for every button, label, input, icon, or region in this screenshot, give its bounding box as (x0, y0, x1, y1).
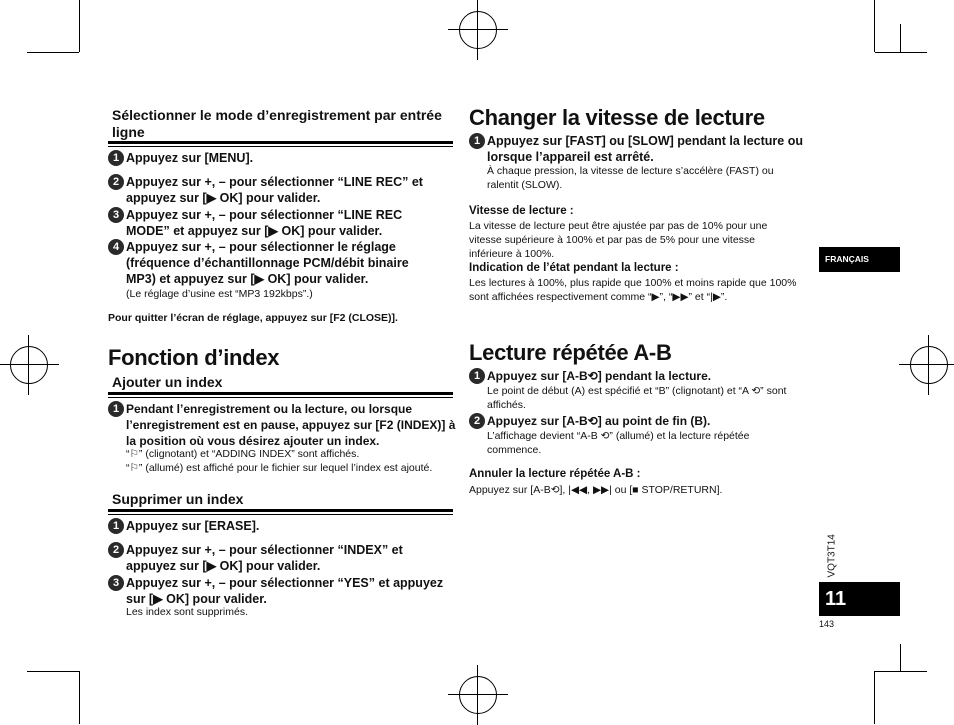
ab-note: L’affichage devient “A-B ⟲” (allumé) et la lecture répétée commence. (487, 430, 750, 456)
section-heading: Sélectionner le mode d’enregistrement par entrée ligne (112, 107, 442, 140)
index-note: “⚐” (allumé) est affiché pour le fichier sur lequel l’index est ajouté. (126, 462, 433, 474)
crop-mark (874, 0, 875, 52)
indication-label: Indication de l’état pendant la lecture : (469, 262, 679, 274)
crop-mark (27, 52, 79, 53)
crop-mark (79, 671, 80, 724)
step-number: 3 (108, 575, 124, 591)
step-text: Appuyez sur +, – pour sélectionner “INDEX” et appuyez sur [▶ OK] pour valider. (126, 543, 403, 573)
step-number: 1 (108, 401, 124, 417)
heading-rule (108, 141, 453, 144)
erase-note: Les index sont supprimés. (126, 606, 248, 618)
chapter-number: 11 (819, 582, 900, 616)
step-number: 1 (108, 518, 124, 534)
crop-mark (79, 0, 80, 52)
doc-code: VQT3T14 (826, 534, 838, 578)
cancel-text: Appuyez sur [A-B⟲], |◀◀, ▶▶| ou [■ STOP/RETURN]. (469, 484, 723, 496)
step-text: Pendant l’enregistrement ou la lecture, ou lorsque l’enregistrement est en pause, appuyez sur [F2 (INDEX)] à la position où vous désirez ajouter un index. (126, 402, 456, 448)
indication-text: Les lectures à 100%, plus rapide que 100% et moins rapide que 100% sont affichées respectivement comme “▶”, “▶▶” et “|▶”. (469, 277, 797, 303)
step-number: 1 (469, 368, 485, 384)
page-number: 143 (819, 619, 835, 629)
step-note: (Le réglage d’usine est “MP3 192kbps”.) (126, 288, 313, 300)
crop-mark (875, 671, 927, 672)
crop-mark (900, 644, 901, 672)
step-text: Appuyez sur +, – pour sélectionner “LINE REC MODE” et appuyez sur [▶ OK] pour valider. (126, 208, 403, 238)
registration-mark (459, 676, 497, 714)
step-text: Appuyez sur +, – pour sélectionner “YES” et appuyez sur [▶ OK] pour valider. (126, 576, 444, 606)
speed-note: À chaque pression, la vitesse de lecture s’accélère (FAST) ou ralentit (SLOW). (487, 165, 774, 191)
quit-note: Pour quitter l’écran de réglage, appuyez sur [F2 (CLOSE)]. (108, 312, 398, 324)
registration-mark (910, 346, 948, 384)
crop-mark (875, 52, 927, 53)
step-number: 2 (469, 413, 485, 429)
step-text: Appuyez sur [MENU]. (126, 151, 254, 165)
vitesse-text: La vitesse de lecture peut être ajustée par pas de 10% pour une vitesse supérieure à 100% et par pas de 5% pour une vitesse inférieure à 100%. (469, 220, 768, 260)
ab-title: Lecture répétée A-B (469, 340, 672, 365)
index-note: “⚐” (clignotant) et “ADDING INDEX” sont affichés. (126, 448, 360, 460)
step-text: Appuyez sur +, – pour sélectionner le réglage (fréquence d’échantillonnage PCM/débit binaire MP3) et appuyez sur [▶ OK] pour valider. (126, 240, 409, 286)
speed-title: Changer la vitesse de lecture (469, 105, 765, 130)
step-number: 1 (469, 133, 485, 149)
crop-mark (874, 671, 875, 724)
heading-rule (108, 509, 453, 512)
step-text: Appuyez sur [A-B⟲] au point de fin (B). (487, 414, 711, 428)
step-text: Appuyez sur [FAST] ou [SLOW] pendant la lecture ou lorsque l’appareil est arrêté. (487, 134, 803, 164)
step-number: 3 (108, 207, 124, 223)
cancel-label: Annuler la lecture répétée A-B : (469, 468, 641, 480)
step-number: 2 (108, 542, 124, 558)
step-number: 1 (108, 150, 124, 166)
ab-note: Le point de début (A) est spécifié et “B” (clignotant) et “A ⟲” sont affichés. (487, 385, 787, 411)
add-index-heading: Ajouter un index (112, 374, 223, 390)
step-text: Appuyez sur [A-B⟲] pendant la lecture. (487, 369, 712, 383)
language-tab: FRANÇAIS (819, 247, 900, 272)
crop-mark (900, 24, 901, 52)
step-number: 2 (108, 174, 124, 190)
index-title: Fonction d’index (108, 345, 280, 370)
registration-mark (459, 11, 497, 49)
crop-mark (27, 671, 79, 672)
step-text: Appuyez sur [ERASE]. (126, 519, 260, 533)
step-number: 4 (108, 239, 124, 255)
registration-mark (10, 346, 48, 384)
step-text: Appuyez sur +, – pour sélectionner “LINE REC” et appuyez sur [▶ OK] pour valider. (126, 175, 423, 205)
erase-index-heading: Supprimer un index (112, 491, 244, 507)
heading-rule (108, 392, 453, 395)
vitesse-label: Vitesse de lecture : (469, 205, 574, 217)
